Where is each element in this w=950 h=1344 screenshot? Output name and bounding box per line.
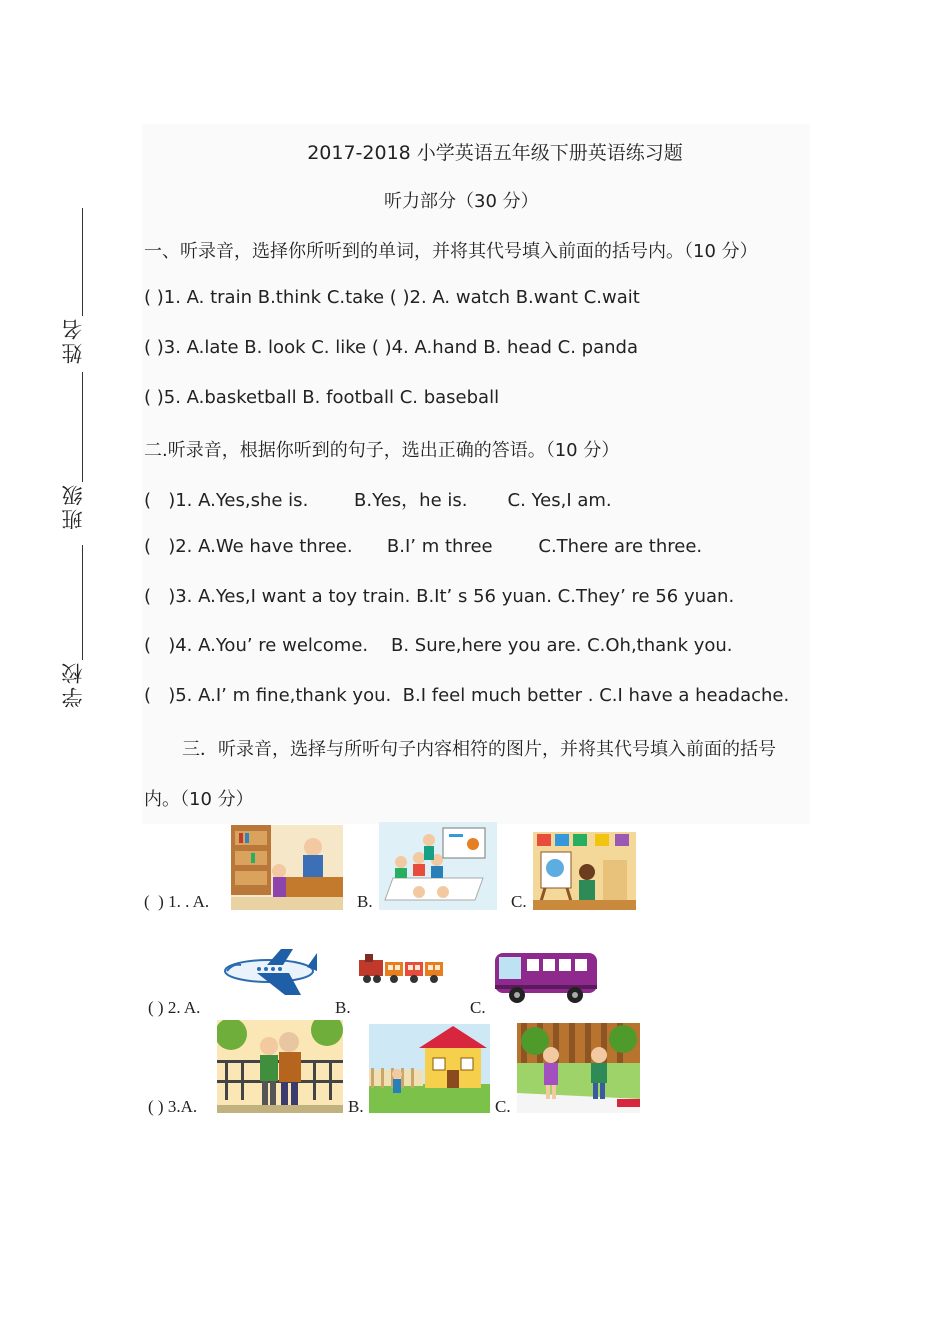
q1-picture-a-teacher-office: [231, 825, 343, 910]
q3-picture-a-helping-old-man: [217, 1020, 343, 1113]
q2-picture-a-airplane: [219, 945, 319, 997]
q3-option-c: C.: [495, 1097, 511, 1116]
section1-line: ( )5. A.basketball B. football C. baseball: [144, 387, 500, 408]
q1-picture-c-art-room: [533, 832, 636, 910]
q2-picture-b-toy-train: [357, 952, 445, 984]
section2-line: ( )4. A.You’ re welcome. B. Sure,here you are. C.Oh,thank you.: [144, 635, 733, 656]
section1-line: ( )3. A.late B. look C. like ( )4. A.hand B. head C. panda: [144, 337, 638, 358]
side-field-class: [58, 372, 84, 532]
q3-option-b: B.: [348, 1097, 364, 1116]
q1-option-b: B.: [357, 892, 373, 911]
page-background: [142, 124, 810, 824]
section2-line: ( )2. A.We have three. B.I’ m three C.There are three.: [144, 536, 703, 557]
section1-heading: 一、听录音，选择你所听到的单词，并将其代号填入前面的括号内。（10 分）: [144, 241, 758, 262]
q1-prefix: ( ) 1. . A.: [144, 892, 210, 911]
q3-picture-b-house: [369, 1024, 490, 1113]
section2-line: ( )5. A.I’ m fine,thank you. B.I feel much better . C.I have a headache.: [144, 685, 790, 706]
page-subtitle: 听力部分（30 分）: [384, 191, 539, 212]
q2-option-b: B.: [335, 998, 351, 1017]
q2-prefix: ( ) 2. A.: [148, 998, 201, 1017]
name-label: 姓名: [61, 316, 85, 364]
side-field-school: [58, 545, 84, 710]
section2-heading: 二.听录音，根据你听到的句子，选出正确的答语。（10 分）: [144, 440, 620, 461]
q2-option-c: C.: [470, 998, 486, 1017]
school-label: 学校: [61, 660, 85, 708]
side-field-name: [58, 208, 84, 368]
q3-picture-c-children-meeting: [517, 1023, 640, 1113]
q1-option-c: C.: [511, 892, 527, 911]
q2-picture-c-bus: [493, 949, 599, 1005]
page-title: 2017-2018 小学英语五年级下册英语练习题: [307, 142, 683, 164]
section3-heading: 三．听录音，选择与所听句子内容相符的图片，并将其代号填入前面的括号: [182, 739, 776, 760]
q1-picture-b-classroom-meeting: [379, 822, 497, 910]
section2-line: ( )1. A.Yes,she is. B.Yes，he is. C. Yes,I am.: [144, 490, 612, 511]
section1-line: ( )1. A. train B.think C.take ( )2. A. watch B.want C.wait: [144, 287, 640, 308]
section2-line: ( )3. A.Yes,I want a toy train. B.It’ s 56 yuan. C.They’ re 56 yuan.: [144, 586, 735, 607]
q3-prefix: ( ) 3.A.: [148, 1097, 198, 1116]
class-label: 班级: [61, 482, 85, 530]
section3-heading-cont: 内。（10 分）: [144, 789, 254, 810]
